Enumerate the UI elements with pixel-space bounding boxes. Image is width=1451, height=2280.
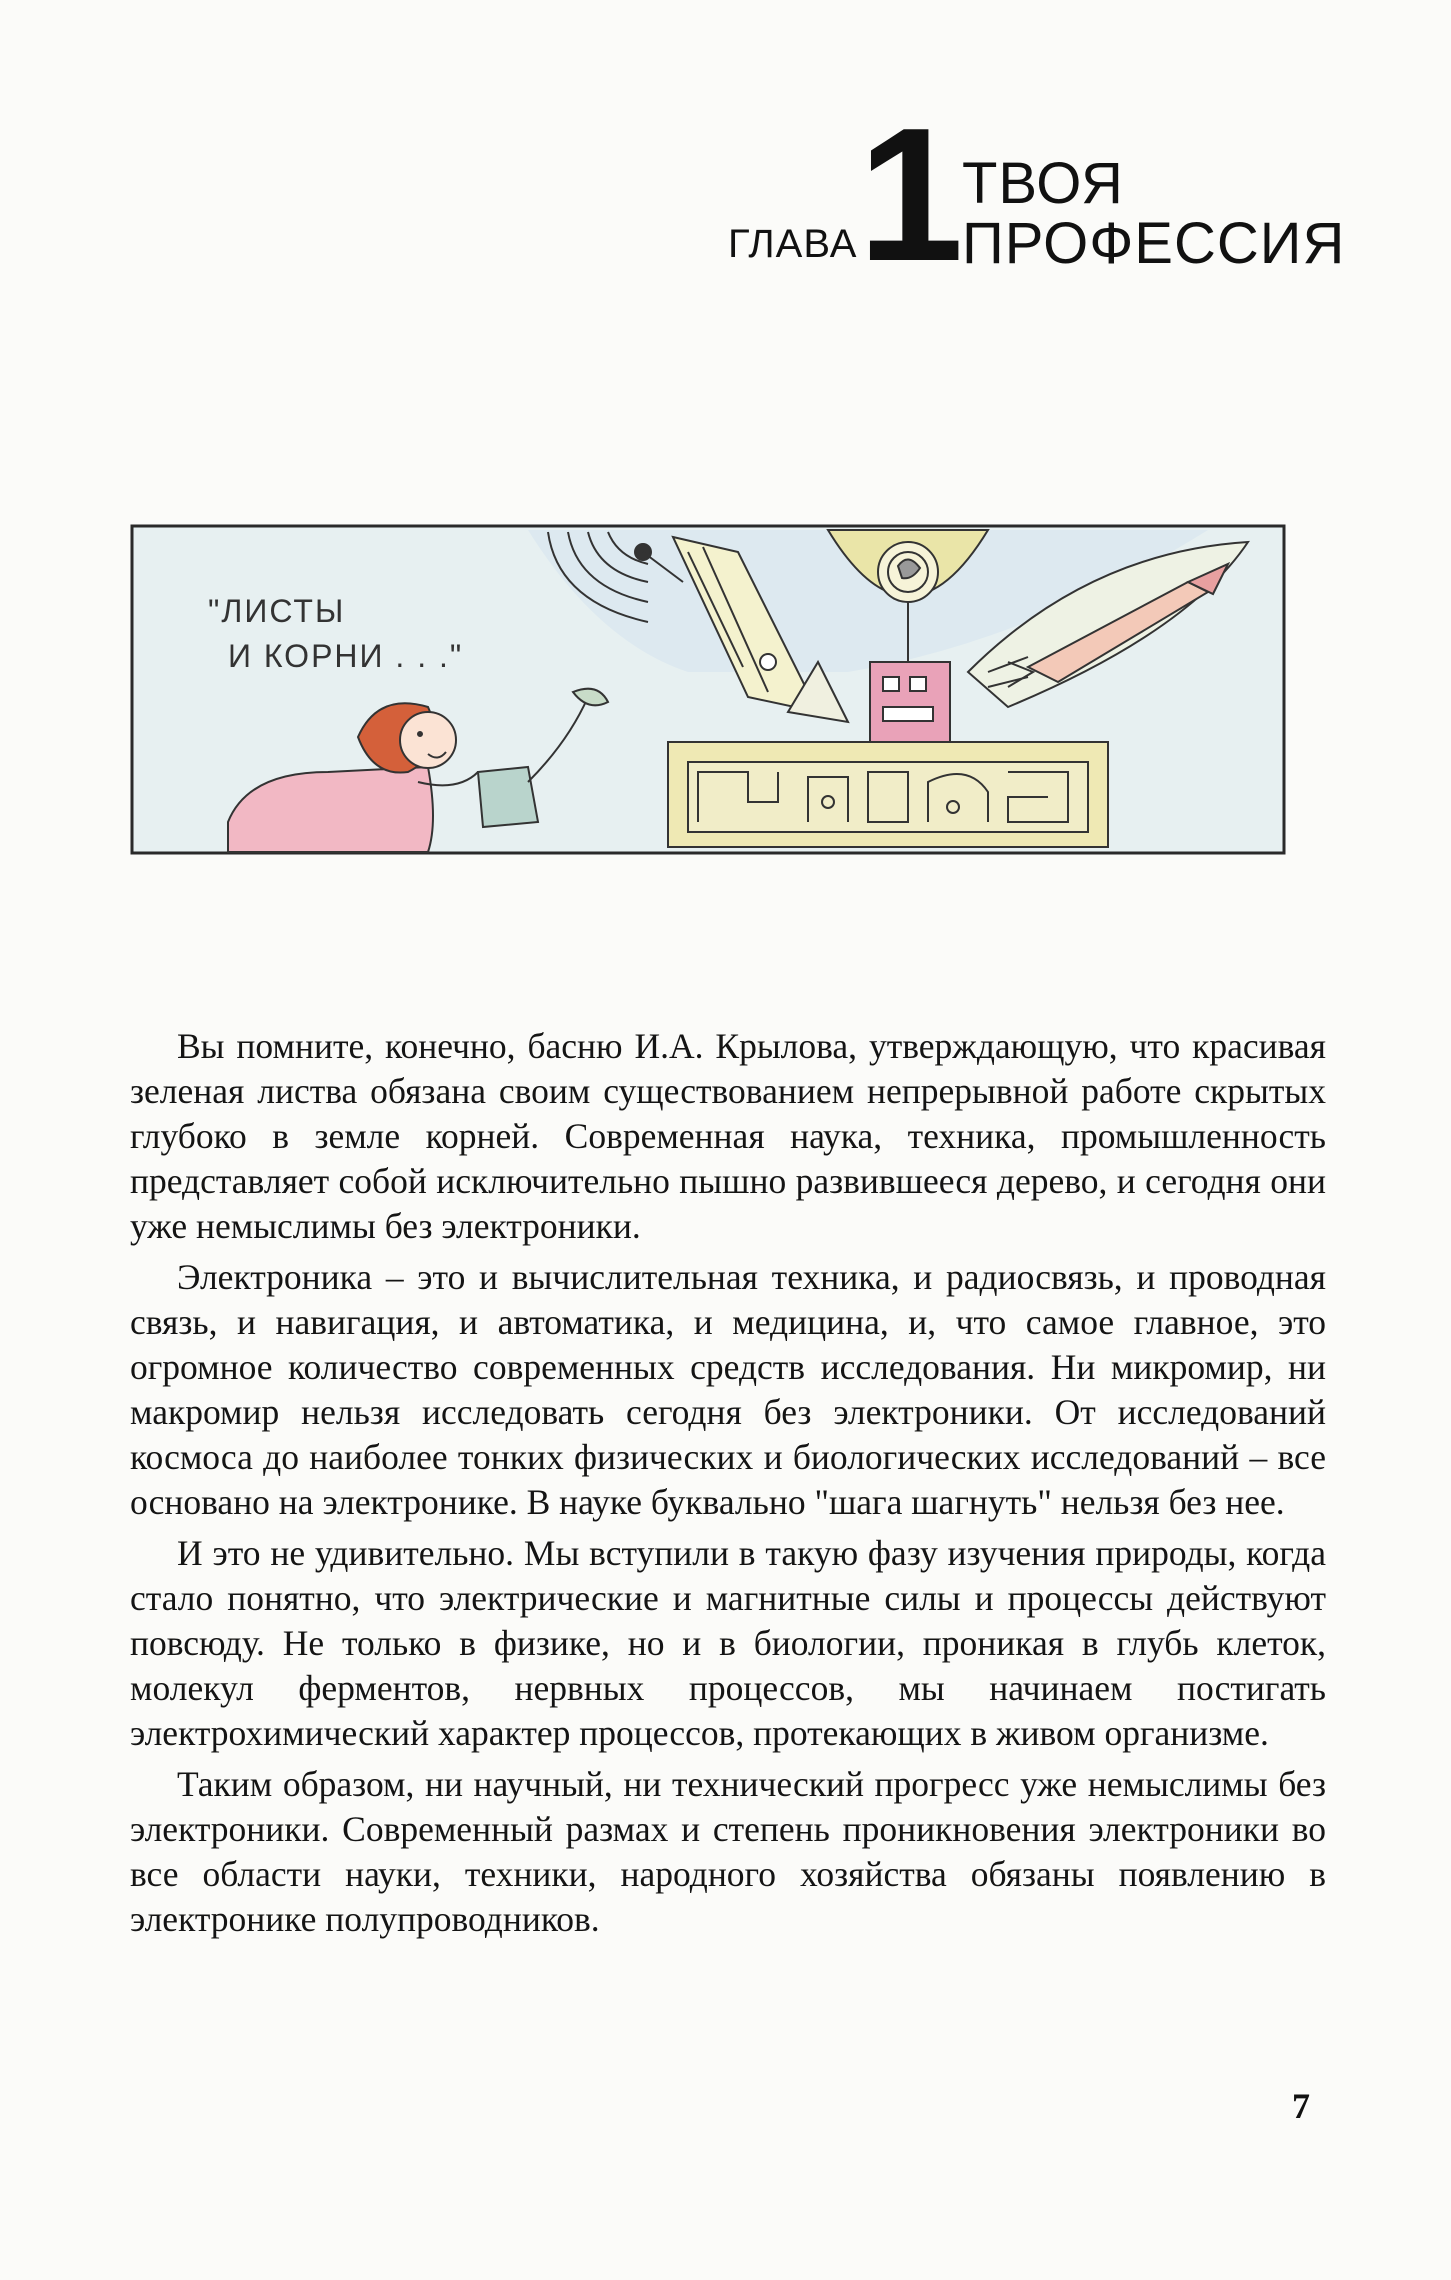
paragraph-1: Вы помните, конечно, басню И.А. Крылова, утверждающую, что красивая зеленая листва обязана своим существованием непрерывной работе скрытых глубоко в земле корней. Современная наука, техника, промышленность представляет собой исключительно пышно развившееся дерево, и сегодня они уже немыслимы без электроники. [130,1026,1326,1246]
body-text [130,1024,1326,1948]
chapter-header [700,89,1346,301]
illustration-drawing [128,522,1288,857]
paragraph-3: И это не удивительно. Мы вступили в такую фазу изучения природы, когда стало понятно, что электрические и магнитные силы и процессы действуют повсюду. Не только в физике, но и в биологии, проникая в глубь клеток, молекул ферментов, нервных процессов, мы начинаем постигать электрохимический характер процессов, протекающих в живом организме. [130,1533,1326,1753]
chapter-label: ГЛАВА [728,222,858,266]
chapter-number: 1 [858,89,964,301]
chapter-title-line-1: ТВОЯ [962,151,1124,216]
chapter-illustration [128,522,1288,857]
paragraph-4: Таким образом, ни научный, ни технический прогресс уже немыслимы без электроники. Современный размах и степень проникновения электроники во все области науки, техники, народного хозяйства обязаны появлению в электронике полупроводников. [130,1764,1326,1939]
circuit-board-icon [668,742,1108,847]
chapter-title [962,151,1346,276]
chapter-title-line-2: ПРОФЕССИЯ [962,211,1346,276]
illustration-caption-line-1: "ЛИСТЫ [208,593,346,629]
page-number: 7 [1292,2086,1310,2126]
paragraph-2: Электроника – это и вычислительная техника, и радиосвязь, и проводная связь, и навигация, и автоматика, и медицина, и, что самое главное, это огромное количество современных средств исследования. Ни микромир, ни макромир нельзя исследовать сегодня без электроники. От исследований космоса до наиболее тонких физических и биологических исследований – все основано на электронике. В науке буквально "шага шагнуть" нельзя без нее. [130,1257,1326,1522]
illustration-caption-line-2: И КОРНИ . . ." [228,638,464,674]
building-icon [870,662,950,752]
